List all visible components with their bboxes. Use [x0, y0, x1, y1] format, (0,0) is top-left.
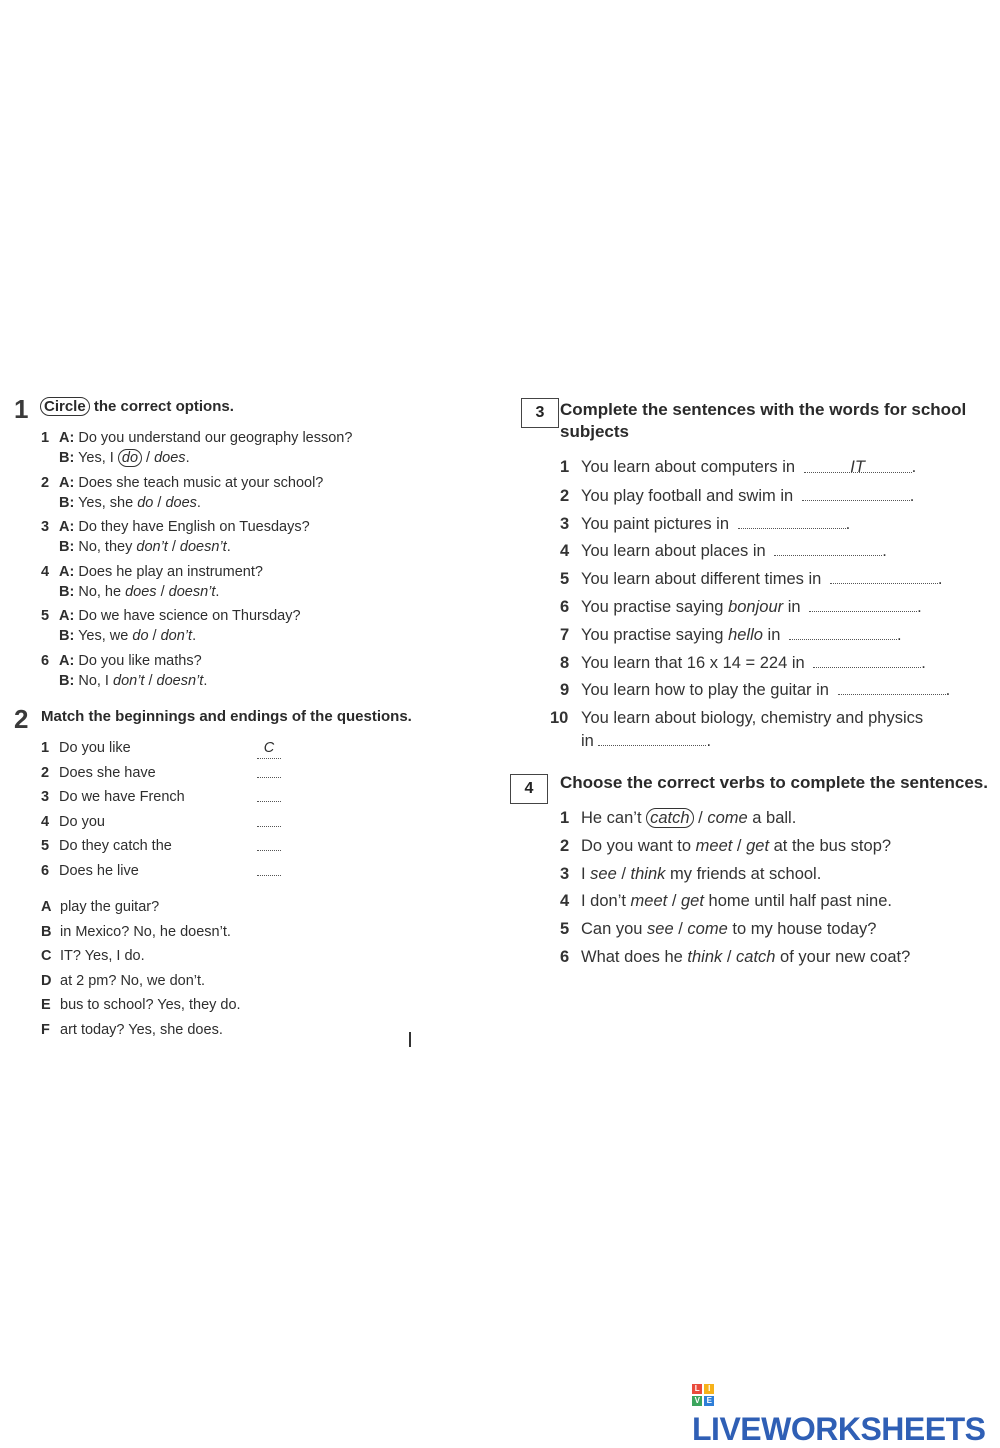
option-1[interactable]: see — [590, 864, 617, 883]
sentence-item — [560, 890, 910, 918]
sentence-item — [560, 484, 950, 512]
answer-blank[interactable] — [257, 838, 281, 851]
option-2[interactable]: get — [746, 836, 770, 855]
sentence-end: . — [896, 625, 902, 644]
exercise-4-title: Choose the correct verbs to complete the sentences. — [560, 773, 988, 792]
question-line-a — [41, 651, 352, 671]
item-number: 1 — [41, 430, 50, 446]
item-number: 6 — [41, 652, 50, 669]
sentence-item — [560, 512, 950, 540]
item-number: 2 — [41, 764, 50, 781]
exercise-3-title: Complete the sentences with the words for school subjects — [560, 400, 967, 441]
exercise-2-number: 2 — [14, 704, 29, 734]
option-2[interactable]: think — [630, 864, 666, 883]
option-separator: / — [667, 892, 681, 911]
sentence-end: . — [945, 681, 951, 700]
option-2[interactable]: does — [165, 494, 197, 511]
option-separator: / — [722, 947, 737, 966]
beginning-text: Do you — [59, 813, 105, 830]
item-number: 6 — [41, 862, 50, 879]
sentence-item — [560, 567, 950, 595]
ending-text: at 2 pm? No, we don’t. — [60, 972, 206, 989]
item-number: 1 — [560, 458, 570, 476]
sentence-end: at the bus stop? — [769, 836, 892, 855]
italic-word: hello — [728, 625, 763, 644]
option-separator: / — [153, 494, 166, 511]
question-item — [41, 428, 352, 468]
match-ending — [41, 946, 241, 971]
item-number: 5 — [560, 570, 570, 589]
item-number: 1 — [560, 809, 570, 827]
sentence-end: . — [917, 597, 922, 616]
match-ending — [41, 971, 241, 996]
sentence-end: a ball. — [747, 809, 797, 827]
sentence-text: in — [783, 597, 806, 616]
answer-blank[interactable] — [257, 863, 281, 876]
question-line-a — [41, 606, 352, 626]
ending-text: bus to school? Yes, they do. — [60, 997, 241, 1014]
sentence-end: . — [937, 570, 943, 589]
sentence-text: He can’t — [581, 809, 647, 827]
item-number: 9 — [560, 681, 570, 700]
answer-line-b — [41, 582, 352, 602]
liveworksheets-logo: L I V E LIVEWORKSHEETS — [692, 1383, 986, 1447]
sentence-text: You learn that 16 x 14 = 224 in — [581, 653, 810, 672]
answer-blank[interactable] — [598, 729, 706, 746]
match-beginning — [41, 738, 301, 763]
text-cursor — [409, 1032, 411, 1047]
ending-letter: D — [41, 972, 52, 989]
speaker-label: A: — [59, 608, 75, 624]
italic-word: bonjour — [728, 597, 784, 616]
question-line-a — [41, 428, 352, 448]
answer-blank[interactable] — [802, 484, 910, 501]
sentence-text: You practise saying — [581, 597, 729, 616]
option-2[interactable]: get — [681, 892, 704, 911]
sentence-end: . — [909, 486, 915, 505]
item-number: 7 — [560, 625, 570, 644]
option-separator: / — [148, 628, 161, 644]
answer-text: No, I — [78, 672, 113, 689]
match-ending — [41, 897, 241, 922]
ending-text: in Mexico? No, he doesn’t. — [60, 923, 231, 940]
sentence-item — [560, 807, 910, 835]
ending-text: play the guitar? — [60, 899, 160, 915]
sentence-text: You learn about different times in — [581, 570, 826, 589]
answer-blank[interactable] — [257, 765, 281, 778]
ending-letter: B — [41, 923, 52, 940]
sentence-item — [560, 918, 910, 946]
answer-blank[interactable] — [830, 567, 938, 584]
option-2[interactable]: doesn’t — [179, 539, 227, 555]
option-separator: / — [167, 539, 180, 555]
sentence-end: of your new coat? — [775, 947, 911, 966]
beginning-text: Do they catch the — [59, 838, 172, 855]
exercise-1-list — [41, 428, 352, 695]
sentence-end: . — [196, 494, 201, 511]
item-number: 4 — [41, 563, 50, 580]
item-number: 2 — [41, 474, 50, 491]
ending-letter: C — [41, 948, 52, 965]
answer-blank[interactable] — [774, 539, 882, 556]
answer-text: No, he — [78, 583, 126, 600]
speaker-label: B: — [59, 628, 75, 644]
sentence-text: You learn about computers in — [581, 458, 800, 476]
sentence-text: You learn how to play the guitar in — [581, 681, 834, 700]
option-separator: / — [156, 583, 169, 600]
sentence-text: You play football and swim in — [581, 486, 798, 505]
item-number: 2 — [560, 836, 570, 855]
beginning-text: Do you like — [59, 740, 131, 756]
exercise-2-title: Match the beginnings and endings of the questions. — [41, 708, 412, 725]
speaker-label: A: — [59, 519, 75, 535]
question-item — [41, 651, 352, 691]
sentence-end: home until half past nine. — [703, 892, 892, 911]
sentence-end: to my house today? — [727, 920, 877, 939]
item-number: 5 — [41, 608, 50, 624]
match-ending — [41, 922, 241, 947]
speaker-label: B: — [59, 672, 75, 689]
sentence-item — [560, 863, 910, 891]
speaker-label: A: — [59, 563, 75, 580]
ending-letter: A — [41, 899, 52, 915]
sentence-text: in — [762, 625, 785, 644]
item-number: 1 — [41, 740, 50, 756]
speaker-label: A: — [59, 474, 75, 491]
sentence-end: . — [882, 542, 887, 561]
question-text: Do you like maths? — [78, 652, 202, 669]
logo-tile: E — [704, 1396, 714, 1406]
logo-tile: L — [692, 1384, 702, 1394]
item-number: 3 — [560, 514, 570, 533]
answer-text: No, they — [78, 539, 137, 555]
item-number: 5 — [560, 920, 570, 939]
match-beginning — [41, 836, 301, 861]
match-beginning — [41, 812, 301, 837]
question-line-a — [41, 562, 352, 582]
speaker-label: A: — [59, 652, 75, 669]
option-1[interactable]: don’t — [136, 539, 168, 555]
item-number: 3 — [560, 864, 570, 883]
option-1[interactable]: catch — [646, 808, 693, 828]
beginning-text: Does he live — [59, 862, 139, 879]
option-1[interactable]: do — [132, 628, 149, 644]
option-separator: / — [616, 864, 631, 883]
exercise-1-number: 1 — [14, 394, 29, 424]
answer-blank[interactable] — [738, 512, 846, 529]
option-separator: / — [732, 836, 747, 855]
question-text: Does she teach music at your school? — [78, 474, 324, 491]
beginning-text: Do we have French — [59, 789, 185, 806]
answer-blank[interactable] — [813, 651, 921, 668]
sentence-text: I don’t — [581, 892, 631, 911]
logo-icon — [692, 1384, 714, 1406]
sentence-text: I — [581, 864, 591, 883]
sentence-end: . — [192, 628, 197, 644]
question-text: Does he play an instrument? — [78, 563, 263, 580]
exercise-4-number-box: 4 — [510, 774, 548, 804]
item-number: 4 — [41, 813, 50, 830]
speaker-label: B: — [59, 450, 75, 466]
item-number: 4 — [560, 892, 570, 911]
sentence-end: my friends at school. — [665, 864, 822, 883]
logo-tile: V — [692, 1396, 702, 1406]
answer-line-b — [41, 671, 352, 691]
exercise-1-title: Circle the correct options. — [40, 398, 234, 415]
question-item — [41, 606, 352, 646]
answer-blank[interactable] — [789, 623, 897, 640]
sentence-end: . — [921, 653, 926, 672]
match-beginning — [41, 763, 301, 788]
exercise-3-list — [560, 456, 950, 706]
option-1[interactable]: does — [125, 583, 157, 600]
answer-line-b — [41, 626, 352, 646]
option-2[interactable]: does — [154, 450, 186, 466]
option-2[interactable]: don’t — [160, 628, 193, 644]
exercise-2-beginnings — [41, 738, 301, 886]
question-item — [41, 517, 352, 557]
sentence-end: . — [203, 672, 208, 689]
question-text: Do we have science on Thursday? — [78, 608, 301, 624]
question-text: Do they have English on Tuesdays? — [78, 519, 310, 535]
circled-word: Circle — [40, 397, 90, 416]
answer-blank[interactable]: IT — [804, 456, 912, 473]
sentence-item — [560, 623, 950, 651]
answer-line-b — [41, 537, 352, 557]
item-number: 4 — [560, 542, 570, 561]
question-text: Do you understand our geography lesson? — [78, 430, 353, 446]
match-beginning — [41, 787, 301, 812]
speaker-label: B: — [59, 494, 75, 511]
sentence-end: . — [215, 583, 220, 600]
sentence-end: . — [845, 514, 851, 533]
item-number: 2 — [560, 486, 570, 505]
option-2[interactable]: come — [687, 920, 728, 939]
match-ending — [41, 1020, 241, 1045]
answer-blank[interactable] — [257, 789, 281, 802]
answer-blank[interactable] — [838, 678, 946, 695]
option-separator: / — [142, 450, 155, 466]
exercise-3-number-box: 3 — [521, 398, 559, 428]
sentence-end: . — [226, 539, 231, 555]
option-1[interactable]: see — [647, 920, 674, 939]
item-number: 3 — [41, 519, 50, 535]
answer-blank[interactable] — [257, 814, 281, 827]
sentence-item — [560, 946, 910, 974]
speaker-label: B: — [59, 539, 75, 555]
exercise-4-list — [560, 807, 910, 974]
sentence-end: . — [185, 450, 190, 466]
question-item — [41, 473, 352, 513]
sentence-item — [560, 539, 950, 567]
match-beginning — [41, 861, 301, 886]
answer-text: Yes, I — [78, 450, 118, 466]
option-2[interactable]: catch — [736, 947, 776, 966]
option-separator: / — [693, 809, 708, 827]
beginning-text: Does she have — [59, 764, 156, 781]
answer-text: Yes, she — [78, 494, 138, 511]
sentence-item — [560, 456, 950, 484]
answer-text: Yes, we — [78, 628, 133, 644]
option-2[interactable]: doesn’t — [156, 672, 204, 689]
option-1[interactable]: don’t — [113, 672, 145, 689]
speaker-label: B: — [59, 583, 75, 600]
answer-blank[interactable]: C — [257, 738, 281, 759]
option-1[interactable]: meet — [695, 836, 733, 855]
sentence-text: Do you want to — [581, 836, 696, 855]
sentence-item — [560, 678, 950, 706]
exercise-2-endings — [41, 897, 241, 1045]
item-number: 6 — [560, 597, 570, 616]
item-number: 5 — [41, 838, 50, 855]
question-item — [41, 562, 352, 602]
item-number: 8 — [560, 653, 570, 672]
option-1[interactable]: do — [118, 449, 142, 467]
sentence-text: What does he — [581, 947, 688, 966]
sentence-text: You paint pictures in — [581, 514, 734, 533]
logo-tile: I — [704, 1384, 714, 1394]
item-number: 3 — [41, 789, 50, 806]
sentence-text: Can you — [581, 920, 648, 939]
answer-blank[interactable] — [809, 595, 917, 612]
option-2[interactable]: doesn’t — [168, 583, 216, 600]
option-separator: / — [673, 920, 688, 939]
sentence-text: You learn about places in — [581, 542, 771, 561]
ending-text: art today? Yes, she does. — [60, 1021, 223, 1038]
answer-line-b — [41, 448, 352, 468]
question-line-a — [41, 473, 352, 493]
option-separator: / — [144, 672, 157, 689]
sentence-text: You practise saying — [581, 625, 729, 644]
match-ending — [41, 995, 241, 1020]
sentence-item — [560, 835, 910, 863]
speaker-label: A: — [59, 430, 75, 446]
exercise-3-item-10: 10 You learn about biology, chemistry and physics in . — [550, 709, 924, 750]
sentence-item — [560, 651, 950, 679]
item-number: 6 — [560, 947, 570, 966]
sentence-item — [560, 595, 950, 623]
option-1[interactable]: meet — [630, 892, 668, 911]
option-2[interactable]: come — [707, 809, 748, 827]
ending-letter: E — [41, 997, 51, 1014]
question-line-a — [41, 517, 352, 537]
option-1[interactable]: do — [137, 494, 154, 511]
answer-line-b — [41, 493, 352, 513]
sentence-end: . — [911, 458, 917, 476]
ending-letter: F — [41, 1021, 50, 1038]
ending-text: IT? Yes, I do. — [60, 948, 145, 965]
option-1[interactable]: think — [687, 947, 723, 966]
